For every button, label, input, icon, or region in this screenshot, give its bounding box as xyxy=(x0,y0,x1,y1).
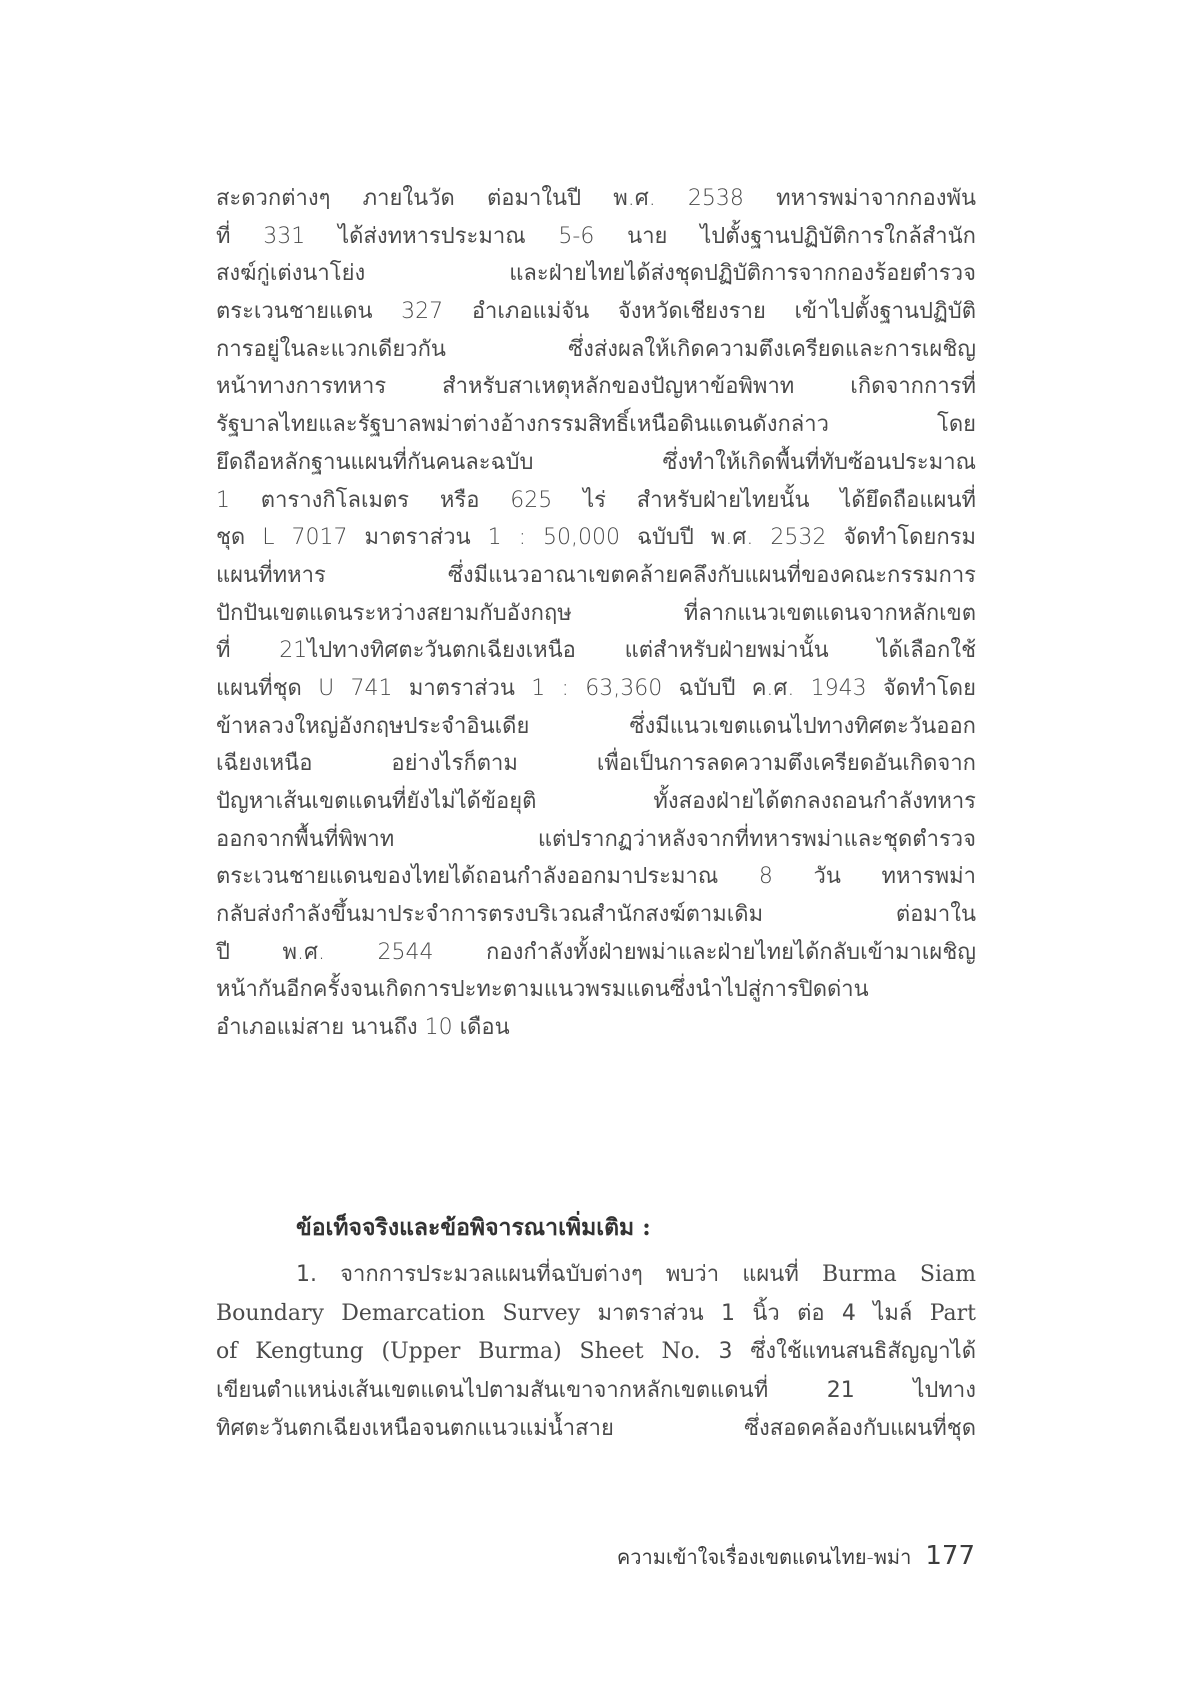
body-line: หน้าทางการทหาร สำหรับสาเหตุหลักของปัญหาข้อพิพาท เกิดจากการที่ xyxy=(216,374,976,400)
running-title: ความเข้าใจเรื่องเขตแดนไทย-พม่า xyxy=(616,1545,912,1569)
body-line: ยึดถือหลักฐานแผนที่กันคนละฉบับ ซึ่งทำให้เกิดพื้นที่ทับซ้อนประมาณ xyxy=(216,449,976,475)
page-number: 177 xyxy=(925,1541,975,1571)
section-line xyxy=(216,1256,976,1295)
section-text-english: Burma Siam xyxy=(821,1262,976,1287)
section-line: เขียนตำแหน่งเส้นเขตแดนไปตามสันเขาจากหลักเขตแดนที่ 21 ไปทาง xyxy=(216,1377,976,1403)
section-paragraph xyxy=(216,1256,976,1449)
body-line: ตระเวนชายแดนของไทยได้ถอนกำลังออกมาประมาณ 8 วัน ทหารพม่า xyxy=(216,864,976,890)
body-line: ข้าหลวงใหญ่อังกฤษประจำอินเดีย ซึ่งมีแนวเขตแดนไปทางทิศตะวันออก xyxy=(216,713,976,739)
section-text-english: Boundary Demarcation Survey xyxy=(216,1300,581,1326)
body-line: เฉียงเหนือ อย่างไรก็ตาม เพื่อเป็นการลดความตึงเครียดอันเกิดจาก xyxy=(216,751,976,777)
section-text: มาตราส่วน 1 นิ้ว ต่อ 4 ไมล์ xyxy=(580,1300,930,1326)
body-line: ปัญหาเส้นเขตแดนที่ยังไม่ได้ข้อยุติ ทั้งสองฝ่ายได้ตกลงถอนกำลังทหาร xyxy=(216,789,976,814)
page-footer xyxy=(617,1536,975,1576)
body-line: สงฆ์กู่เต่งนาโย่ง และฝ่ายไทยได้ส่งชุดปฏิบัติการจากกองร้อยตำรวจ xyxy=(216,261,976,287)
body-paragraph xyxy=(216,180,976,1047)
body-line: แผนที่ชุด U 741 มาตราส่วน 1 : 63,360 ฉบับปี ค.ศ. 1943 จัดทำโดย xyxy=(216,675,976,701)
body-line: 1 ตารางกิโลเมตร หรือ 625 ไร่ สำหรับฝ่ายไทยนั้น ได้ยึดถือแผนที่ xyxy=(216,487,976,513)
section-text: 3 ซึ่งใช้แทนสนธิสัญญาได้ xyxy=(700,1339,976,1364)
body-line: ที่ 331 ได้ส่งทหารประมาณ 5-6 นาย ไปตั้งฐานปฏิบัติการใกล้สำนัก xyxy=(216,223,976,249)
body-line: สะดวกต่างๆ ภายในวัด ต่อมาในปี พ.ศ. 2538 ทหารพม่าจากกองพัน xyxy=(216,186,976,211)
body-line: รัฐบาลไทยและรัฐบาลพม่าต่างอ้างกรรมสิทธิ์เหนือดินแดนดังกล่าว โดย xyxy=(216,412,976,438)
body-line: ตระเวนชายแดน 327 อำเภอแม่จัน จังหวัดเชียงราย เข้าไปตั้งฐานปฏิบัติ xyxy=(216,299,976,325)
section-text: 1. จากการประมวลแผนที่ฉบับต่างๆ พบว่า แผนที่ xyxy=(296,1262,822,1287)
section-line xyxy=(216,1295,976,1334)
section-heading: ข้อเท็จจริงและข้อพิจารณาเพิ่มเติม : xyxy=(296,1214,651,1241)
body-line: การอยู่ในละแวกเดียวกัน ซึ่งส่งผลให้เกิดความตึงเครียดและการเผชิญ xyxy=(216,336,976,362)
body-line: กลับส่งกำลังขึ้นมาประจำการตรงบริเวณสำนักสงฆ์ตามเดิม ต่อมาใน xyxy=(216,902,976,928)
body-line: ปักปันเขตแดนระหว่างสยามกับอังกฤษ ที่ลากแนวเขตแดนจากหลักเขต xyxy=(216,600,976,626)
body-line: ที่ 21ไปทางทิศตะวันตกเฉียงเหนือ แต่สำหรับฝ่ายพม่านั้น ได้เลือกใช้ xyxy=(216,638,976,664)
body-line: ปี พ.ศ. 2544 กองกำลังทั้งฝ่ายพม่าและฝ่ายไทยได้กลับเข้ามาเผชิญ xyxy=(216,939,976,965)
body-line: หน้ากันอีกครั้งจนเกิดการปะทะตามแนวพรมแดนซึ่งนำไปสู่การปิดด่าน xyxy=(216,977,869,1003)
section-text-english: of Kengtung (Upper Burma) Sheet No. xyxy=(216,1339,701,1364)
additional-facts-section xyxy=(216,1208,976,1449)
section-line: ทิศตะวันตกเฉียงเหนือจนตกแนวแม่น้ำสาย ซึ่งสอดคล้องกับแผนที่ชุด xyxy=(216,1416,976,1441)
body-line: อำเภอแม่สาย นานถึง 10 เดือน xyxy=(216,1015,510,1041)
section-text-english: Part xyxy=(929,1300,976,1326)
body-line: ชุด L 7017 มาตราส่วน 1 : 50,000 ฉบับปี พ.ศ. 2532 จัดทำโดยกรม xyxy=(216,525,976,551)
section-line xyxy=(216,1333,976,1372)
body-line: ออกจากพื้นที่พิพาท แต่ปรากฏว่าหลังจากที่ทหารพม่าและชุดตำรวจ xyxy=(216,826,976,852)
body-line: แผนที่ทหาร ซึ่งมีแนวอาณาเขตคล้ายคลึงกับแผนที่ของคณะกรรมการ xyxy=(216,562,976,588)
